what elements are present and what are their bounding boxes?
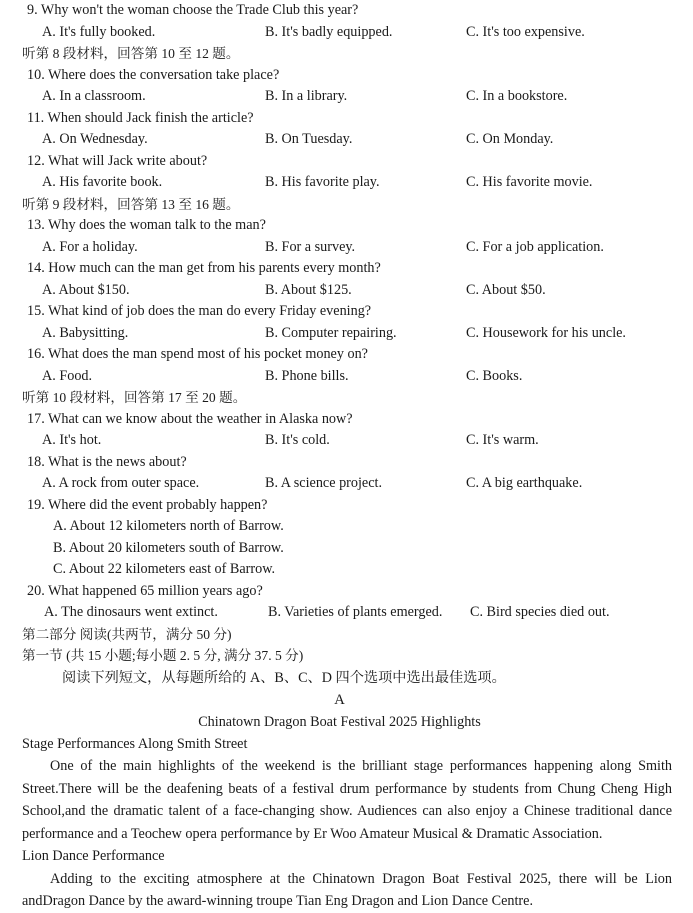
listening-direction-material-9: 听第 9 段材料，回答第 13 至 16 题。 <box>22 196 240 212</box>
option-19-a[interactable]: A. About 12 kilometers north of Barrow. <box>53 518 284 534</box>
question-block-13 <box>0 215 693 258</box>
listening-direction-material-8: 听第 8 段材料，回答第 10 至 12 题。 <box>22 46 240 61</box>
option-11-c[interactable]: C. On Monday. <box>466 131 554 147</box>
question-stem-16: 16. What does the man spend most of his pocket money on? <box>27 346 368 362</box>
passage-subhead-stage: Stage Performances Along Smith Street <box>22 735 248 752</box>
option-row-9 <box>0 22 693 44</box>
passage-paragraph-lion: Adding to the exciting atmosphere at the Chinatown Dragon Boat Festival 2025, there will be Lion andDragon Dance by the award-winning troupe Tian Eng Dragon and Lion Dance Centre. <box>22 870 672 909</box>
option-16-b[interactable]: B. Phone bills. <box>265 367 349 384</box>
option-9-b[interactable]: B. It's badly equipped. <box>265 23 393 40</box>
reading-part-heading: 第二部分 阅读(共两节，满分 50 分) <box>22 626 232 642</box>
question-stem-18: 18. What is the news about? <box>27 453 187 470</box>
option-14-c[interactable]: C. About $50. <box>466 281 546 298</box>
option-17-c[interactable]: C. It's warm. <box>466 432 539 448</box>
question-block-16 <box>0 344 693 387</box>
option-row-15 <box>0 323 693 345</box>
option-16-c[interactable]: C. Books. <box>466 367 523 384</box>
option-12-a[interactable]: A. His favorite book. <box>42 174 163 190</box>
question-stem-10: 10. Where does the conversation take place? <box>27 66 280 83</box>
option-16-a[interactable]: A. Food. <box>42 367 93 384</box>
question-block-11 <box>0 108 693 151</box>
option-row-11 <box>0 129 693 151</box>
question-block-12 <box>0 151 693 194</box>
question-stem-20: 20. What happened 65 million years ago? <box>27 582 263 599</box>
reading-instruction: 阅读下列短文，从每题所给的 A、B、C、D 四个选项中选出最佳选项。 <box>62 669 506 686</box>
option-11-b[interactable]: B. On Tuesday. <box>265 131 353 147</box>
question-stem-19: 19. Where did the event probably happen? <box>27 496 268 513</box>
passage-section-letter: A <box>334 691 345 708</box>
question-block-20 <box>0 581 693 624</box>
passage-subhead-lion: Lion Dance Performance <box>22 848 165 864</box>
option-12-c[interactable]: C. His favorite movie. <box>466 174 593 190</box>
option-10-b[interactable]: B. In a library. <box>265 88 348 104</box>
option-10-c[interactable]: C. In a bookstore. <box>466 88 568 104</box>
option-row-14 <box>0 280 693 302</box>
option-13-b[interactable]: B. For a survey. <box>265 238 356 255</box>
option-20-c[interactable]: C. Bird species died out. <box>470 604 610 620</box>
question-stem-9: 9. Why won't the woman choose the Trade Club this year? <box>27 2 359 18</box>
option-row-20 <box>0 602 693 624</box>
question-block-10 <box>0 65 693 108</box>
listening-direction-material-10: 听第 10 段材料，回答第 17 至 20 题。 <box>22 390 247 405</box>
option-row-12 <box>0 172 693 194</box>
question-stem-17: 17. What can we know about the weather in Alaska now? <box>27 410 353 427</box>
question-stem-11: 11. When should Jack finish the article? <box>27 109 254 126</box>
option-18-c[interactable]: C. A big earthquake. <box>466 475 583 491</box>
option-9-a[interactable]: A. It's fully booked. <box>42 23 156 40</box>
option-12-b[interactable]: B. His favorite play. <box>265 174 380 190</box>
passage-title: Chinatown Dragon Boat Festival 2025 Highlights <box>198 713 481 730</box>
question-block-15 <box>0 301 693 344</box>
option-row-18 <box>0 473 693 495</box>
option-row-16 <box>0 366 693 388</box>
reading-section-heading: 第一节 (共 15 小题;每小题 2. 5 分, 满分 37. 5 分) <box>22 648 304 663</box>
option-row-17 <box>0 430 693 452</box>
option-15-a[interactable]: A. Babysitting. <box>42 324 129 341</box>
option-row-10 <box>0 86 693 108</box>
option-18-a[interactable]: A. A rock from outer space. <box>42 475 200 491</box>
option-13-c[interactable]: C. For a job application. <box>466 238 604 255</box>
option-13-a[interactable]: A. For a holiday. <box>42 238 138 255</box>
option-14-a[interactable]: A. About $150. <box>42 281 130 298</box>
option-14-b[interactable]: B. About $125. <box>265 281 352 298</box>
option-19-b[interactable]: B. About 20 kilometers south of Barrow. <box>53 539 284 556</box>
question-block-14 <box>0 258 693 301</box>
question-block-9 <box>0 0 693 43</box>
option-11-a[interactable]: A. On Wednesday. <box>42 131 148 147</box>
option-17-a[interactable]: A. It's hot. <box>42 432 102 448</box>
option-15-c[interactable]: C. Housework for his uncle. <box>466 324 626 341</box>
option-19-c[interactable]: C. About 22 kilometers east of Barrow. <box>53 561 276 577</box>
option-18-b[interactable]: B. A science project. <box>265 475 383 491</box>
question-stem-14: 14. How much can the man get from his parents every month? <box>27 260 381 276</box>
question-stem-13: 13. Why does the woman talk to the man? <box>27 217 266 233</box>
option-9-c[interactable]: C. It's too expensive. <box>466 23 585 40</box>
option-15-b[interactable]: B. Computer repairing. <box>265 324 397 341</box>
question-stem-12: 12. What will Jack write about? <box>27 152 208 169</box>
question-stem-15: 15. What kind of job does the man do every Friday evening? <box>27 303 372 319</box>
option-row-13 <box>0 237 693 259</box>
option-20-a[interactable]: A. The dinosaurs went extinct. <box>44 604 218 620</box>
passage-paragraph-stage: One of the main highlights of the weekend is the brilliant stage performances happening along Smith Street.There will be the deafening beats of a festival drum performance by students from Chung Cheng High School,and the dramatic talent of a face-changing show. Audiences can also enjoy a Chinese traditional dance performance and a Teochew opera performance by Er Woo Amateur Musical & Dramatic Association. <box>22 758 672 842</box>
option-17-b[interactable]: B. It's cold. <box>265 432 330 448</box>
option-10-a[interactable]: A. In a classroom. <box>42 88 146 104</box>
question-block-19 <box>0 495 693 581</box>
question-block-18 <box>0 452 693 495</box>
question-block-17 <box>0 409 693 452</box>
option-20-b[interactable]: B. Varieties of plants emerged. <box>268 604 443 620</box>
